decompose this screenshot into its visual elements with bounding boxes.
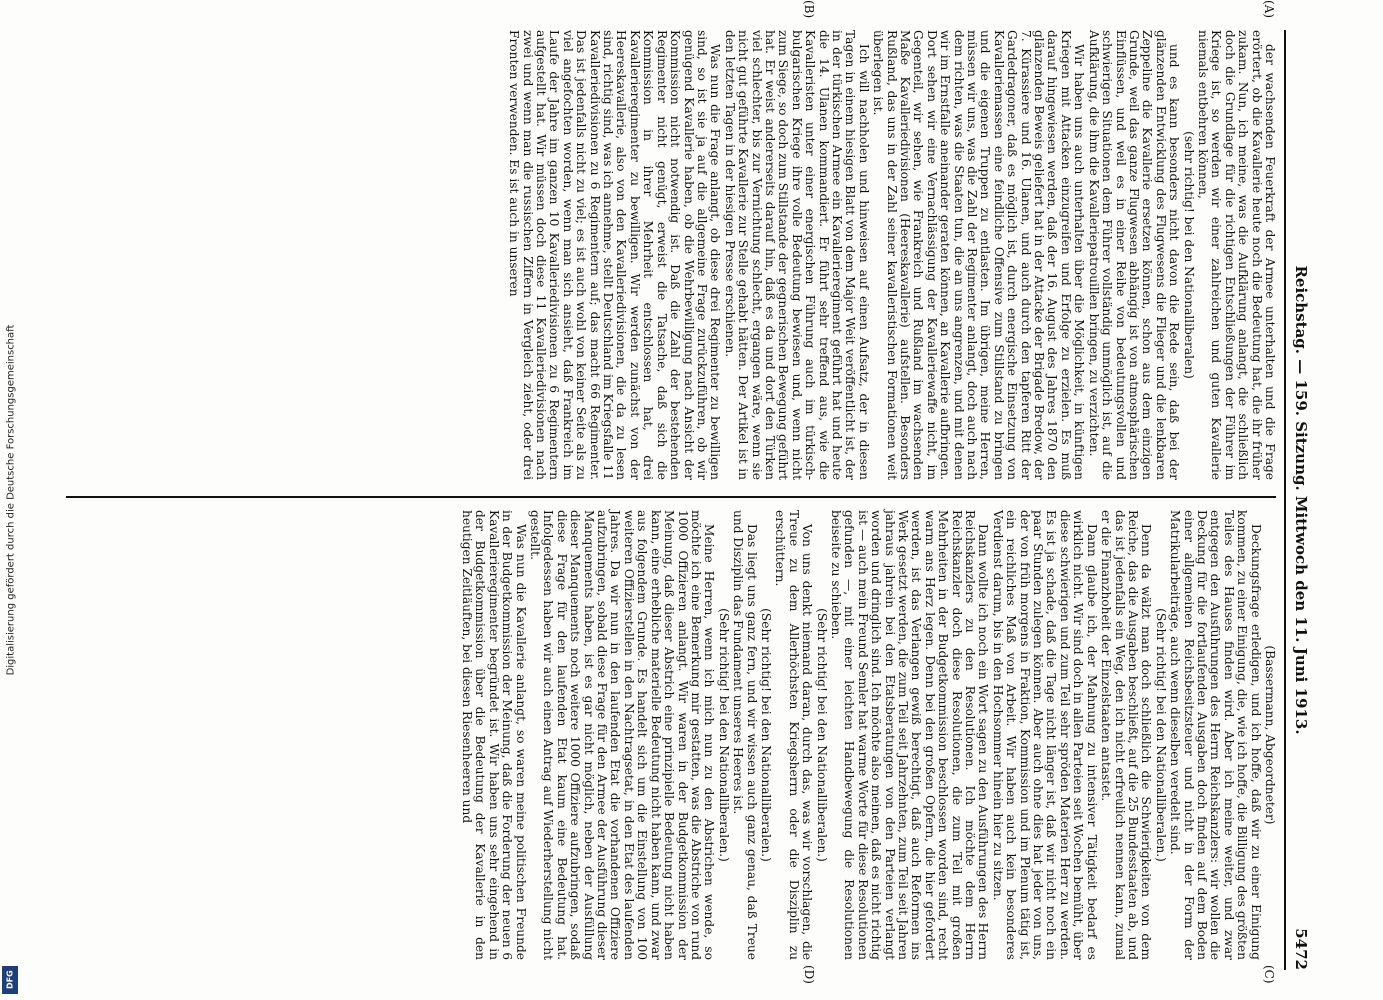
paragraph: Denn da wälzt man doch schließlich die Schwierigkeiten von dem Reiche, das die Ausgaben beschließt, auf die 25 Bundesstaaten ab, und das ist jedenfalls ein Weg, den ich nicht erfreulich nennen kann, zumal er die Finanzhoheit der Einzelstaaten antastet. [1099,510,1154,960]
paragraph: Deckungsfrage erledigen, und ich hoffe, daß wir zu einer Einigung kommen, zu einer Einigung, die, wie ich hoffe, die Billigung des größten Teiles des Hauses finden wird. Aber ich meine weiter, und zwar entgegen den Ausführungen des Herrn Reichskanzlers: wir wollen die Deckung für die fortlaufenden Ausgaben doch finden auf dem Boden einer allgemeinen Reichsbesitzsteuer und nicht in der Form der Matrikularbeiträge, auch wenn dieselben veredelt sind. [1168,510,1263,960]
paragraph: Dann wollte ich noch ein Wort sagen zu den Ausführungen des Herrn Reichskanzlers zu den Resolutionen. Ich möchte dem Herrn Reichskanzler doch diese Resolutionen, die zum Teil mit großen Mehrheiten in der Budgetkommission beschlossen worden sind, recht warm ans Herz legen. Denn bei den großen Opfern, die hier gefordert werden, ist das Verlangen gewiß berechtigt, daß auch Reformen ins Werk gesetzt werden, die zum Teil seit Jahrzehnten, zum Teil seit Jahren jahraus jahrein bei den Etatsberatungen von den Parteien verlangt worden und dringlich sind. Ich möchte also meinen, daß es nicht richtig ist — auch mein Freund Semler hat warme Worte für diese Resolutionen gefunden —, mit einer leichten Handbewegung die Resolutionen beiseite zu schieben. [829,510,991,960]
paragraph: (Bassermann, Abgeordneter) [1263,645,1277,825]
digitization-credit: Digitalisierung gefördert durch die Deutsche Forschungsgemeinschaft [5,324,17,676]
dfg-logo: DFG [2,966,18,994]
rotated-page-content [66,0,1316,984]
paragraph: Ich will nachholen und hinweisen auf einen Aufsatz, der in diesen Tagen in einem hiesigen Blatt von dem Major Weit veröffentlicht ist, der in der türkischen Armee ein Kavallerieregiment geführt hat und heute die 14. Ulanen kommandiert. Er führt sehr treffend aus, wie die Kavalleristen unter einer energischen Führung auch im türkisch-bulgarischen Kriege ihre volle Bedeutung bewiesen und, wenn nicht zum Siege, so doch zum Stillstande der gegnerischen Bewegung geführt hat. Er weist andererseits darauf hin, daß es da und dort den Türken viel schlechter, bis zur Vernichtung schlecht, ergangen wäre, wenn sie nicht gut geführte Kavallerie zur Stelle gehabt hätten. Der Artikel ist in den letzten Tagen in der hiesigen Presse erschienen. [722,30,871,480]
paragraph: Von uns denkt niemand daran, durch das, was wir vorschlagen, die Treue zu dem Allerhöchsten Kriegsherrn oder die Disziplin zu erschüttern. [773,510,815,960]
paragraph: (Sehr richtig! bei den Nationalliberalen.) [758,608,773,862]
paragraph: Dann glaube ich, der Mahnung zu intensiver Tätigkeit bedarf es wirklich nicht. Wir sind doch in allen Parteien seit Wochen bemüht, über diese schwierigen und zum Teil sehr spröden Materien Herr zu werden. Es ist ja schade, daß die Tage nicht länger ist, daß wir nicht noch ein paar Stunden zulegen können. Aber auch ohne dies hat jeder von uns, der von früh morgens in Fraktion, Kommission und im Plenum tätig ist, ein reichliches Maß von Arbeit. Wir haben auch kein besonderes Verdienst darum, bis in den Hochsommer hinein hier zu sitzen. [990,510,1099,960]
paragraph: Wir haben uns auch unterhalten über die Möglichkeit, in künftigen Kriegen mit Attacken einzugreifen und Erfolge zu erzielen. Es muß darauf hingewiesen werden, daß der 16. August des Jahres 1870 den glänzenden Beweis geliefert hat in der Attacke der Brigade Bredow, der 7. Kürassiere und 16. Ulanen, und auch durch den tapferen Ritt der Gardedragoner, daß es möglich ist, durch energische Einsetzung von Kavalleriemassen eine feindliche Offensive zum Stillstand zu bringen und die eigenen Truppen zu entlasten. Im übrigen, meine Herren, müssen wir uns, was die Zahl der Regimenter anlangt, doch auch nach dem richten, was die Staaten tun, die an uns angrenzen, und mit denen wir im Ernstfalle aneinander geraten können, an Kavallerie aufbringen. Dort sehen wir eine Vernachlässigung der Kavalleriewaffe nicht, im Gegenteil, wir sehen, wie Frankreich und Rußland im wachsenden Maße Kavalleriedivisionen (Heereskavallerie) aufstellen. Besonders Rußland, das uns in der Zahl seiner kavalleristischen Formationen weit überlegen ist. [871,30,1087,480]
column-separator [66,496,1276,498]
header-rule [1284,30,1286,970]
margin-mark-a: (A) [1262,0,1276,19]
paragraph: Was nun die Kavallerie anlangt, so waren meine politischen Freunde in der Budgetkommission der Meinung, daß die Forderung der neuen 6 Kavallerieregimenter begründet ist. Wir haben uns sehr eingehend in der Budgetkommission über die Bedeutung der Kavallerie in den heutigen Zeitläuften, bei diesen Riesenheeren und [460,510,528,960]
text-column-right [66,30,1276,480]
paragraph: (Sehr richtig! bei den Nationalliberalen.) [1153,608,1168,862]
paragraph: der wachsenden Feuerkraft der Armee unterhalten und die Frage erörtert, ob die Kavallerie heute noch die Bedeutung hat, die ihr früher zukam. Nun, ich meine, was die Aufklärung anlangt, die schließlich doch die Grundlage für die richtigen Entschließungen der Führer im Kriege ist, so werden wir einer zahlreichen und guten Kavallerie niemals entbehren können, [1195,30,1277,480]
margin-mark-d: (D) [802,965,816,984]
paragraph: (sehr richtig! bei den Nationalliberalen) [1181,131,1196,379]
paragraph: Was nun die Frage anlangt, ob diese drei Regimenter zu bewilligen sind, so ist sie ja auf die allgemeine Frage zurückzuführen, ob wir genügend Kavallerie haben, ob die Wehrbewilligung nach Ansicht der Kommission nicht notwendig ist. Daß die Zahl der bestehenden Regimenter nicht genügt, erweist die Tatsache, daß sich die Kommission in ihrer Mehrheit entschlossen hat, drei Kavallerieregimenter zu bewilligen. Wir werden zunächst von der Heereskavallerie, also von den Kavalleriedivisionen, die da zu lesen sind, richtig sind, was ich annehme, stellt Deutschland im Kriegsfalle 11 Kavalleriedivisionen zu 6 Regimentern auf; das macht 66 Regimenter. Das ist jedenfalls nicht zu viel; es ist auch wohl von keiner Seite als zu viel angefochten worden, wenn man sich ansieht, daß Frankreich im Laufe der Jahre im ganzen 10 Kavalleriedivisionen zu 6 Regimentern aufgestellt hat. Wir müssen doch diese 11 Kavalleriedivisionen nach zwei und wenn man die russischen Ziffern in Vergleich zieht, oder drei Fronten verwenden. Es ist auch in unseren [507,30,723,480]
margin-mark-b: (B) [802,0,816,19]
paragraph: und es kann besonders nicht davon die Rede sein, daß bei der glänzenden Entwicklung des Flugwesens die Flieger und die lenkbaren Zeppeline die Kavallerie ersetzen können, schon aus dem einzigen Grunde, weil das ganze Flugwesen abhängig ist von atmosphärischen Einflüssen, und weil es in einer Reihe von bedeutungsvollen und schwierigen Situationen dem Führer vollständig unmöglich ist, auf die Aufklärung, die ihm die Kavalleriepatrouillen bringen, zu verzichten. [1086,30,1182,480]
paragraph: (Sehr richtig! bei den Nationalliberalen.) [814,608,829,862]
text-column-left [66,510,1276,960]
side-credit-strip [0,0,22,1000]
page-number: 5472 [1292,928,1310,970]
page-header [1284,30,1310,970]
paragraph: Meine Herren, wenn ich mich nun zu den Abstrichen wende, so möchte ich eine Bemerkung mir gestatten, was die Abstriche von rund 1000 Offizieren anlangt. Wir waren in der Budgetkommission der Meinung, daß dieser Abstrich eine prinzipielle Bedeutung nicht haben kann, eine erhebliche materielle Bedeutung nicht haben kann, und zwar aus folgendem Grunde. Es handelt sich um die Einstellung von 100 weiteren Offizierstellen in den Nachtragsetat, in den Etat des laufenden Jahres. Da wir nun in den laufenden Etat die vorhandenen Offiziere aufzubringen, sobald diese Frage für den Armee der Ausführung dieser Manquements haben, ist es gar nicht möglich, neben der Ausfüllung dieser Manquements noch weitere 1000 Offiziere aufzubringen, sodaß diese Frage für den laufenden Etat kaum eine Bedeutung hat. Infolgedessen haben wir auch einen Antrag auf Wiederherstellung nicht gestellt. [528,510,717,960]
margin-mark-c: (C) [1262,965,1276,984]
paragraph: (Sehr richtig! bei den Nationalliberalen.) [716,608,731,862]
running-title: Reichstag. — 159. Sitzung. Mittwoch den 11. Juni 1913. [1292,265,1310,735]
paragraph: Das liegt uns ganz fern, und wir wissen auch ganz genau, daß Treue und Disziplin das Fundament unseres Heeres ist. [731,510,759,960]
